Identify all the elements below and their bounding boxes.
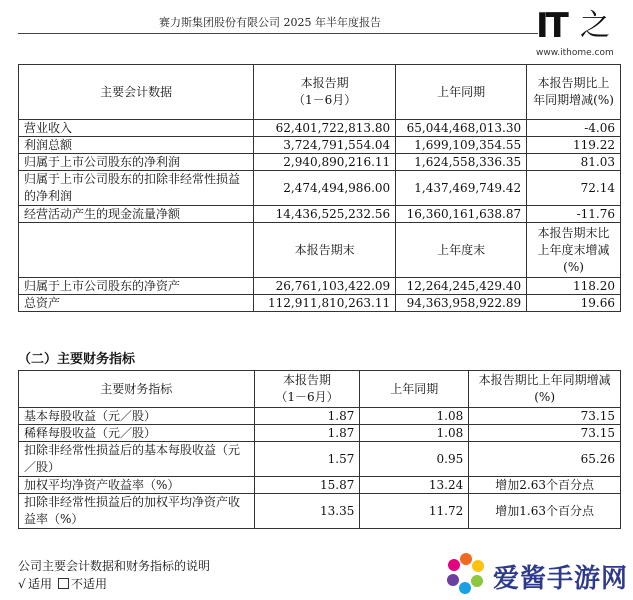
header-cell: 主要财务指标 [19, 371, 255, 408]
watermark-text: 爱酱手游网 [493, 564, 629, 594]
checkbox-icon [58, 578, 69, 589]
header-line: 本报告期 [282, 373, 331, 387]
prior-value: 1.08 [360, 425, 469, 442]
change-value: 73.15 [469, 408, 621, 425]
table-row [19, 120, 621, 137]
table-row [19, 295, 621, 312]
change-value: 增加2.63个百分点 [469, 477, 621, 494]
row-label: 归属于上市公司股东的净资产 [19, 278, 254, 295]
header-line: 本报告期 [300, 76, 349, 90]
change-value: 73.15 [469, 425, 621, 442]
header-cell: 本报告期末比上年度末增减(%) [527, 223, 621, 278]
header-cell [254, 371, 360, 408]
watermark [443, 550, 633, 600]
prior-value: 94,363,958,922.89 [396, 295, 527, 312]
row-label: 扣除非经常性损益后的基本每股收益（元／股） [19, 442, 255, 477]
ithome-logo [536, 8, 631, 66]
change-value: -11.76 [527, 206, 621, 223]
current-value: 14,436,525,232.56 [254, 206, 396, 223]
header-cell: 本报告期末 [254, 223, 396, 278]
row-label: 基本每股收益（元／股） [19, 408, 255, 425]
row-label: 归属于上市公司股东的扣除非经常性损益的净利润 [19, 171, 254, 206]
prior-value: 1,699,109,354.55 [396, 137, 527, 154]
table-header-row [19, 65, 621, 120]
prior-value: 1,624,558,336.35 [396, 154, 527, 171]
header-cell: 本报告期比上年同期增减(%) [469, 371, 621, 408]
prior-value: 16,360,161,638.87 [396, 206, 527, 223]
change-value: 增加1.63个百分点 [469, 494, 621, 529]
table-row [19, 278, 621, 295]
table-row [19, 442, 621, 477]
row-label: 归属于上市公司股东的净利润 [19, 154, 254, 171]
change-value: 119.22 [527, 137, 621, 154]
empty-cell [19, 223, 254, 278]
prior-value: 65,044,468,013.30 [396, 120, 527, 137]
prior-value: 1,437,469,749.42 [396, 171, 527, 206]
table-row [19, 477, 621, 494]
table-row [19, 494, 621, 529]
table-subheader-row [19, 223, 621, 278]
prior-value: 0.95 [360, 442, 469, 477]
table-row [19, 154, 621, 171]
logo-brand: IT [536, 6, 566, 46]
current-value: 2,474,494,986.00 [254, 171, 396, 206]
table-row [19, 171, 621, 206]
applicable-label: 适用 [28, 577, 53, 591]
current-value: 13.35 [254, 494, 360, 529]
current-value: 15.87 [254, 477, 360, 494]
row-label: 营业收入 [19, 120, 254, 137]
check-icon: √ [18, 577, 26, 591]
table-row [19, 408, 621, 425]
prior-value: 11.72 [360, 494, 469, 529]
header-cell: 上年度末 [396, 223, 527, 278]
current-value: 1.57 [254, 442, 360, 477]
header-cell: 上年同期 [396, 65, 527, 120]
row-label: 利润总额 [19, 137, 254, 154]
header-cell [254, 65, 396, 120]
change-value: -4.06 [527, 120, 621, 137]
change-value: 65.26 [469, 442, 621, 477]
financial-indicators-table [18, 370, 621, 529]
current-value: 1.87 [254, 408, 360, 425]
header-cell: 上年同期 [360, 371, 469, 408]
header-cell: 本报告期比上年同期增减(%) [527, 65, 621, 120]
header-divider [18, 33, 538, 34]
table-header-row [19, 371, 621, 408]
current-value: 3,724,791,554.04 [254, 137, 396, 154]
prior-value: 12,264,245,429.40 [396, 278, 527, 295]
prior-value: 13.24 [360, 477, 469, 494]
change-value: 118.20 [527, 278, 621, 295]
row-label: 扣除非经常性损益后的加权平均净资产收益率（%） [19, 494, 255, 529]
notes-title: 公司主要会计数据和财务指标的说明 [18, 559, 211, 573]
current-value: 1.87 [254, 425, 360, 442]
document-header: 赛力斯集团股份有限公司 2025 年半年度报告 [159, 16, 381, 29]
not-applicable-label: 不适用 [71, 577, 108, 591]
change-value: 72.14 [527, 171, 621, 206]
row-label: 稀释每股收益（元／股） [19, 425, 255, 442]
table-row [19, 137, 621, 154]
applicability-line [18, 575, 107, 592]
table-row [19, 425, 621, 442]
prior-value: 1.08 [360, 408, 469, 425]
logo-site: www.ithome.com [536, 48, 614, 58]
section-title: （二）主要财务指标 [18, 352, 136, 367]
table-row [19, 206, 621, 223]
logo-char: 之 [580, 8, 610, 43]
header-line: （1－6月） [275, 390, 339, 404]
header-cell: 主要会计数据 [19, 65, 254, 120]
row-label: 总资产 [19, 295, 254, 312]
current-value: 62,401,722,813.80 [254, 120, 396, 137]
row-label: 加权平均净资产收益率（%） [19, 477, 255, 494]
change-value: 81.03 [527, 154, 621, 171]
header-line: （1－6月） [293, 93, 357, 107]
current-value: 2,940,890,216.11 [254, 154, 396, 171]
change-value: 19.66 [527, 295, 621, 312]
current-value: 112,911,810,263.11 [254, 295, 396, 312]
accounting-data-table [18, 64, 621, 312]
flower-logo-icon [443, 550, 489, 596]
current-value: 26,761,103,422.09 [254, 278, 396, 295]
row-label: 经营活动产生的现金流量净额 [19, 206, 254, 223]
